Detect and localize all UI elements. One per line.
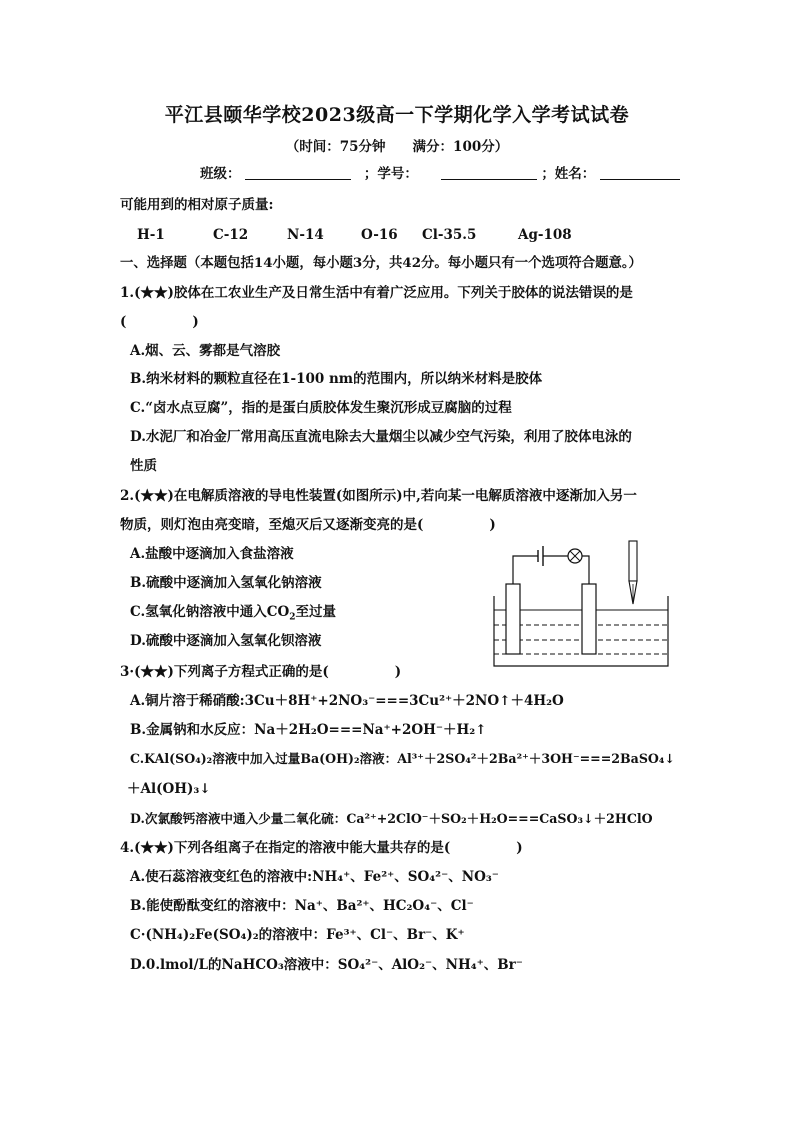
id-blank (441, 165, 537, 180)
wire (582, 556, 589, 584)
q2-option-b: B.硫酸中逐滴加入氢氧化钠溶液 (130, 575, 322, 591)
q4-option-a: A.使石蕊溶液变红色的溶液中:NH₄⁺、Fe²⁺、SO₄²⁻、NO₃⁻ (130, 869, 499, 885)
mass-h: H-1 (137, 227, 165, 243)
q2-stem-text: 物质，则灯泡由亮变暗，至熄灭后又逐渐变亮的是( (120, 517, 424, 533)
mass-cl: Cl-35.5 (422, 227, 477, 243)
q2-option-c-text: C.氢氧化钠溶液中通入CO (130, 604, 290, 620)
q4-option-b: B.能使酚酞变红的溶液中：Na⁺、Ba²⁺、HC₂O₄⁻、Cl⁻ (130, 898, 474, 914)
left-electrode (506, 584, 520, 654)
q2-option-a: A.盐酸中逐滴加入食盐溶液 (130, 546, 294, 562)
q3-close-paren: ) (394, 664, 402, 680)
q2-option-c-subscript: 2 (289, 612, 296, 623)
q2-option-c (130, 603, 336, 621)
q2-option-c-tail: 至过量 (295, 604, 336, 620)
q1-option-c: C.“卤水点豆腐”，指的是蛋白质胶体发生聚沉形成豆腐脑的过程 (130, 400, 512, 416)
q1-option-d-line1: D.水泥厂和冶金厂常用高压直流电除去大量烟尘以减少空气污染，利用了胶体电泳的 (130, 429, 632, 445)
q3-option-a: A.铜片溶于稀硝酸:3Cu＋8H⁺+2NO₃⁻===3Cu²⁺＋2NO↑＋4H₂O (130, 693, 564, 709)
name-blank (600, 165, 680, 180)
mass-ag: Ag-108 (518, 227, 572, 243)
atomic-mass-intro: 可能用到的相对原子质量: (120, 197, 274, 213)
class-blank (245, 165, 351, 180)
mass-n: N-14 (287, 227, 324, 243)
q1-close-paren: ) (192, 314, 199, 330)
q4-stem (120, 839, 523, 857)
student-info-line (200, 165, 680, 183)
section-heading: 一、选择题（本题包括14小题，每小题3分，共42分。每小题只有一个选项符合题意。） (120, 255, 642, 271)
conductivity-apparatus-diagram (490, 538, 680, 670)
q1-stem-line2 (120, 313, 199, 331)
q1-option-b: B.纳米材料的颗粒直径在1-100 nm的范围内，所以纳米材料是胶体 (130, 371, 543, 387)
dropper-bulb (629, 541, 637, 581)
id-label: ；学号： (363, 166, 418, 182)
exam-time-score: （时间：75分钟 满分：100分） (285, 139, 509, 155)
q3-option-c-line1: C.KAl(SO₄)₂溶液中加入过量Ba(OH)₂溶液：Al³⁺＋2SO₄²＋2Ba²⁺＋3OH⁻===2BaSO₄↓ (130, 751, 675, 766)
q2-close-paren: ) (489, 517, 496, 533)
name-label: ；姓名： (541, 166, 596, 182)
q2-stem-line2 (120, 516, 496, 534)
q4-option-c: C·(NH₄)₂Fe(SO₄)₂的溶液中：Fe³⁺、Cl⁻、Br⁻、K⁺ (130, 927, 465, 943)
q1-open-paren: ( (120, 314, 127, 330)
q3-stem-text: 3·(★★)下列离子方程式正确的是( (120, 664, 329, 680)
page-title: 平江县颐华学校2023级高一下学期化学入学考试试卷 (164, 104, 630, 126)
mass-o: O-16 (361, 227, 398, 243)
q4-stem-text: 4.(★★)下列各组离子在指定的溶液中能大量共存的是( (120, 840, 451, 856)
q1-option-a: A.烟、云、雾都是气溶胶 (130, 343, 281, 359)
right-electrode (582, 584, 596, 654)
q3-option-b: B.金属钠和水反应：Na＋2H₂O===Na⁺+2OH⁻＋H₂↑ (130, 722, 487, 738)
q3-stem (120, 663, 401, 681)
q1-stem-line1: 1.(★★)胶体在工农业生产及日常生活中有着广泛应用。下列关于胶体的说法错误的是 (120, 285, 633, 301)
q2-stem-line1: 2.(★★)在电解质溶液的导电性装置(如图所示)中,若向某一电解质溶液中逐渐加入另一 (120, 488, 637, 504)
q1-option-d-line2: 性质 (130, 458, 157, 474)
q3-option-d: D.次氯酸钙溶液中通入少量二氧化硫：Ca²⁺+2ClO⁻＋SO₂＋H₂O===CaSO₃↓＋2HClO (130, 811, 653, 826)
class-label: 班级： (200, 166, 241, 182)
wire (513, 556, 538, 584)
q4-close-paren: ) (516, 840, 523, 856)
q3-option-c-line2: ＋Al(OH)₃↓ (127, 781, 211, 797)
q4-option-d: D.0.lmol/L的NaHCO₃溶液中：SO₄²⁻、AlO₂⁻、NH₄⁺、Br⁻ (130, 957, 523, 973)
q2-option-d: D.硫酸中逐滴加入氢氧化钡溶液 (130, 633, 322, 649)
mass-c: C-12 (213, 227, 249, 243)
